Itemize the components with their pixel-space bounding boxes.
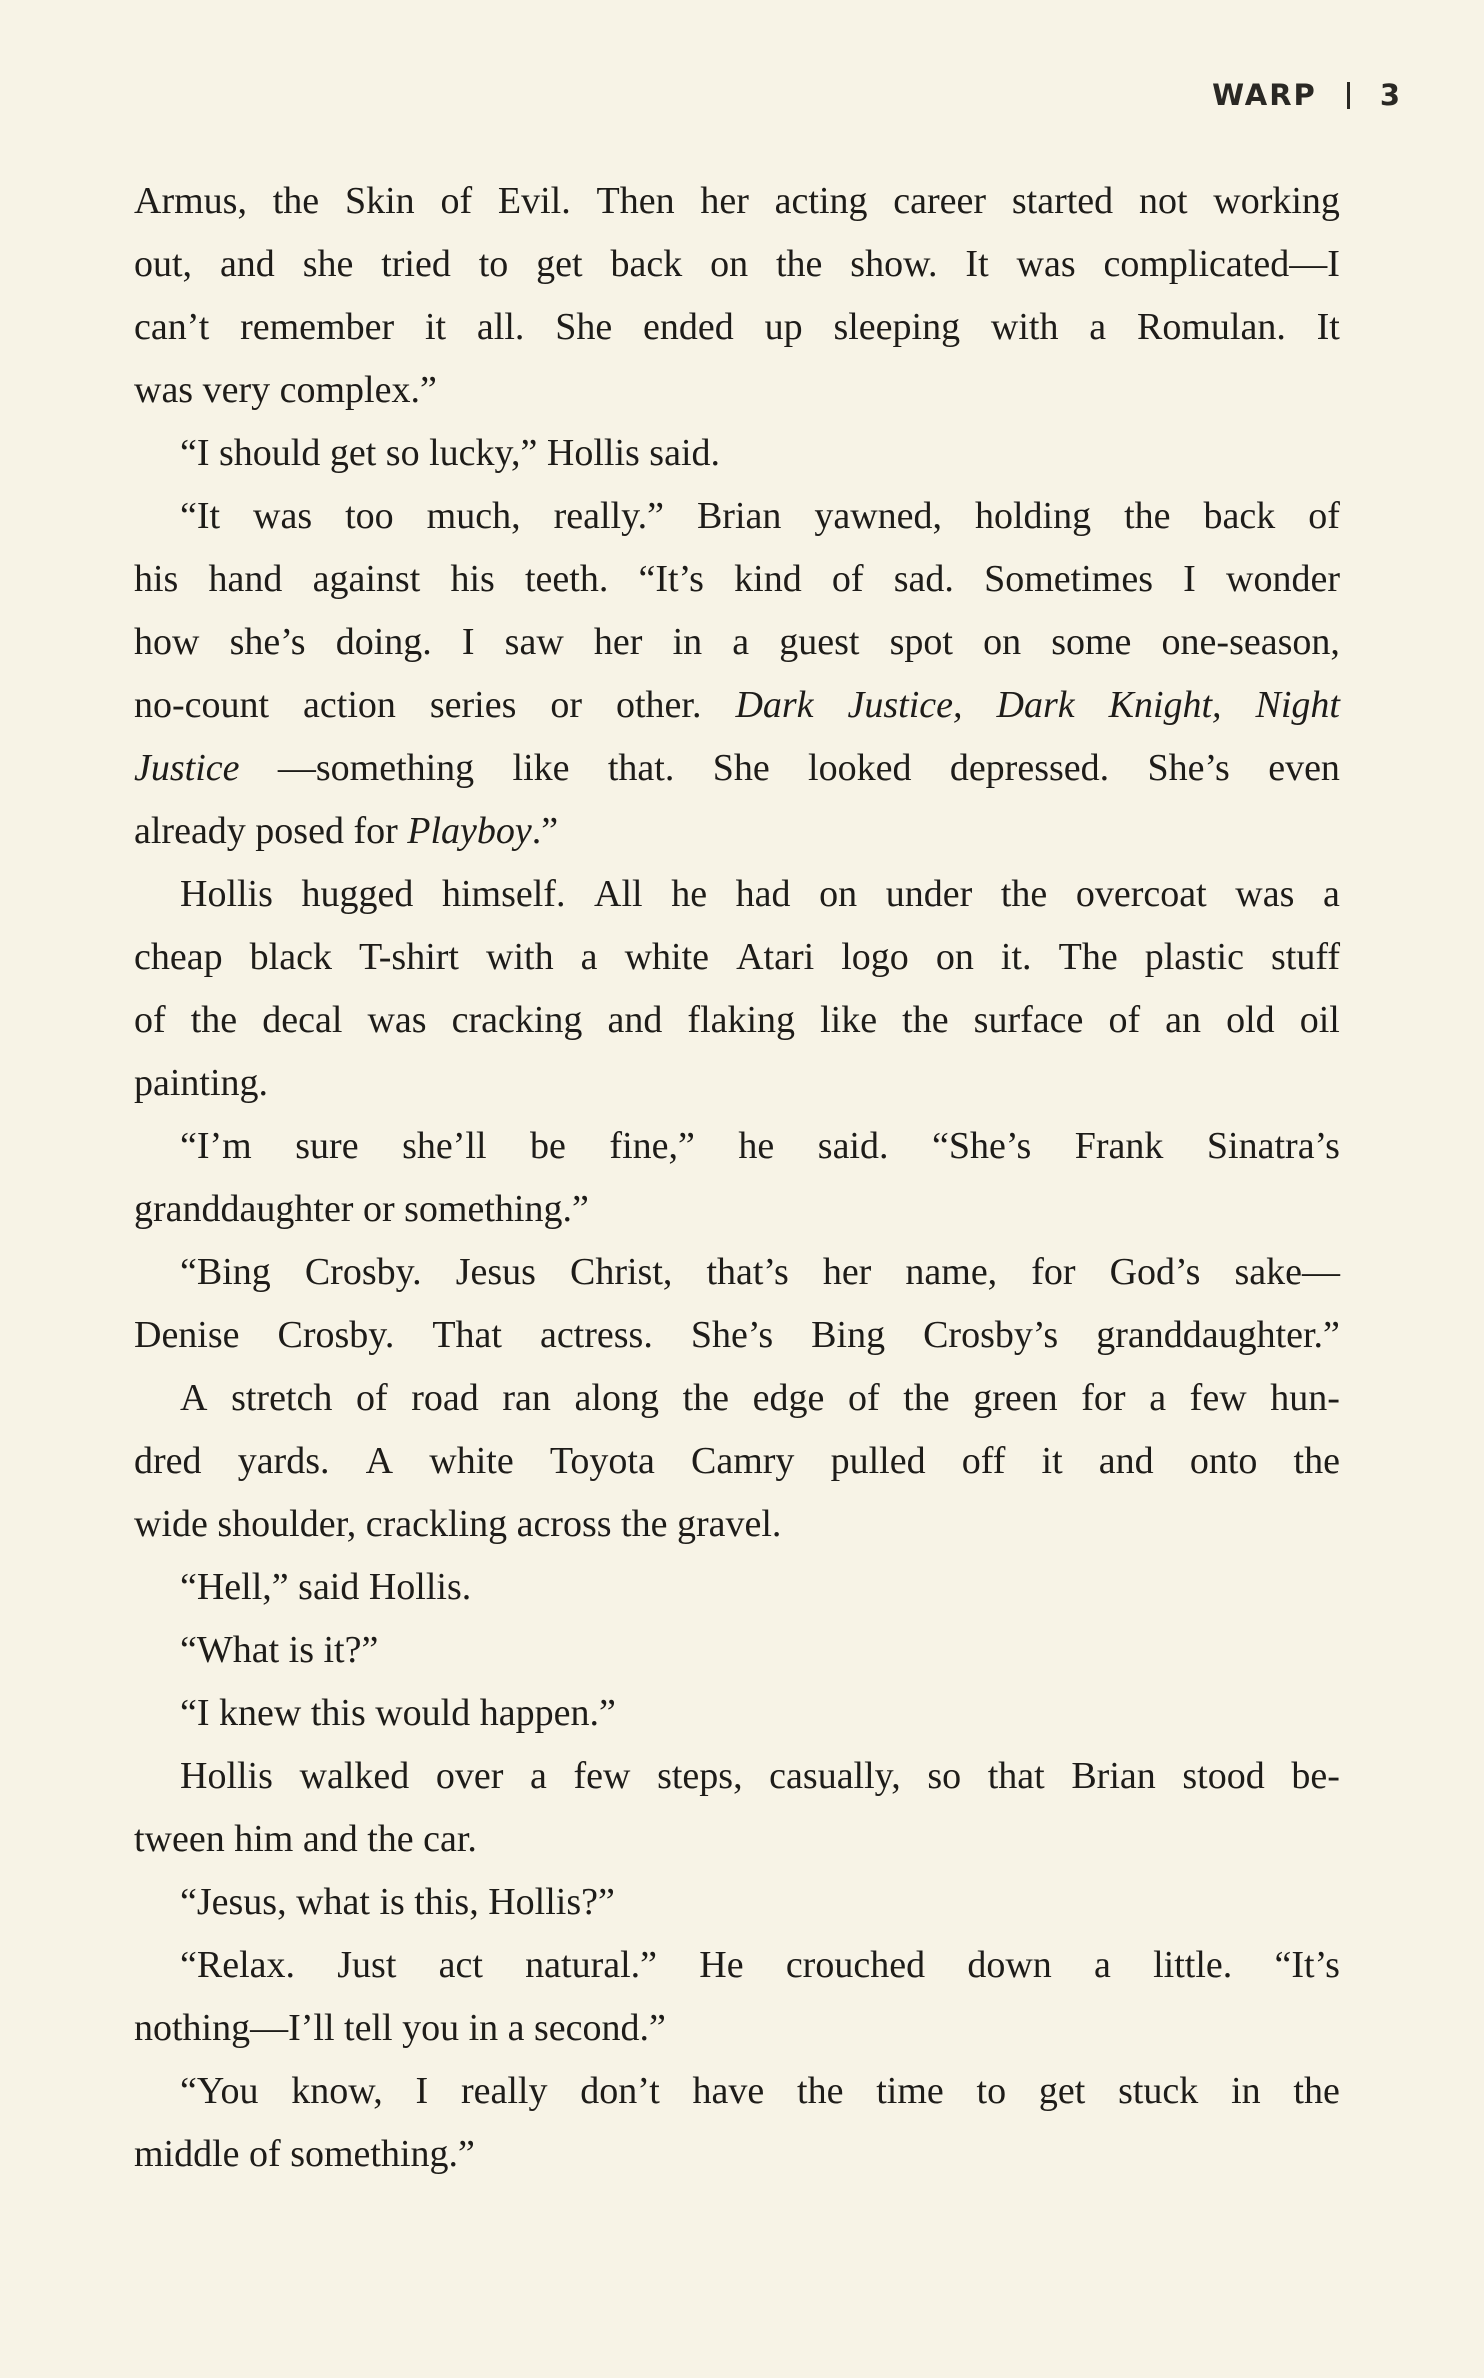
text-line: can’t remember it all. She ended up sleeping with a Romulan. It xyxy=(134,306,1340,348)
text-line: Armus, the Skin of Evil. Then her acting career started not working xyxy=(134,180,1340,222)
header-divider xyxy=(1347,82,1350,109)
text-line: “What is it?” xyxy=(180,1629,379,1671)
text-line: wide shoulder, crackling across the gravel. xyxy=(134,1503,782,1545)
running-title: WARP xyxy=(1212,78,1317,112)
text-line: “Bing Crosby. Jesus Christ, that’s her name, for God’s sake— xyxy=(180,1251,1340,1293)
text-line: “I’m sure she’ll be fine,” he said. “She’s Frank Sinatra’s xyxy=(180,1125,1340,1167)
text-line: Justice —something like that. She looked depressed. She’s even xyxy=(134,747,1340,789)
text-line: out, and she tried to get back on the show. It was complicated—I xyxy=(134,243,1340,285)
text-line: granddaughter or something.” xyxy=(134,1188,589,1230)
text-line: Denise Crosby. That actress. She’s Bing Crosby’s granddaughter.” xyxy=(134,1314,1340,1356)
text-line: A stretch of road ran along the edge of the green for a few hun- xyxy=(180,1377,1340,1419)
text-line: Hollis walked over a few steps, casually, so that Brian stood be- xyxy=(180,1755,1340,1797)
page-header xyxy=(1212,78,1402,112)
text-line: no-count action series or other. Dark Justice, Dark Knight, Night xyxy=(134,684,1340,726)
text-line: “It was too much, really.” Brian yawned, holding the back of xyxy=(180,495,1340,537)
text-line: Hollis hugged himself. All he had on under the overcoat was a xyxy=(180,873,1340,915)
text-line: “I should get so lucky,” Hollis said. xyxy=(180,432,721,474)
text-line: “You know, I really don’t have the time to get stuck in the xyxy=(180,2070,1340,2112)
text-line: tween him and the car. xyxy=(134,1818,477,1860)
text-line: “Relax. Just act natural.” He crouched down a little. “It’s xyxy=(180,1944,1340,1986)
text-body xyxy=(134,170,1340,2186)
page-number: 3 xyxy=(1379,78,1402,112)
text-line: already posed for Playboy.” xyxy=(134,810,559,852)
text-line: dred yards. A white Toyota Camry pulled off it and onto the xyxy=(134,1440,1340,1482)
text-line: of the decal was cracking and flaking like the surface of an old oil xyxy=(134,999,1340,1041)
text-line: how she’s doing. I saw her in a guest spot on some one-season, xyxy=(134,621,1340,663)
text-line: “I knew this would happen.” xyxy=(180,1692,616,1734)
text-line: his hand against his teeth. “It’s kind of sad. Sometimes I wonder xyxy=(134,558,1340,600)
text-line: cheap black T-shirt with a white Atari logo on it. The plastic stuff xyxy=(134,936,1340,978)
text-line: nothing—I’ll tell you in a second.” xyxy=(134,2007,666,2049)
text-line: middle of something.” xyxy=(134,2133,475,2175)
text-line: “Hell,” said Hollis. xyxy=(180,1566,472,1608)
text-line: painting. xyxy=(134,1062,269,1104)
text-line: was very complex.” xyxy=(134,369,437,411)
text-line: “Jesus, what is this, Hollis?” xyxy=(180,1881,615,1923)
